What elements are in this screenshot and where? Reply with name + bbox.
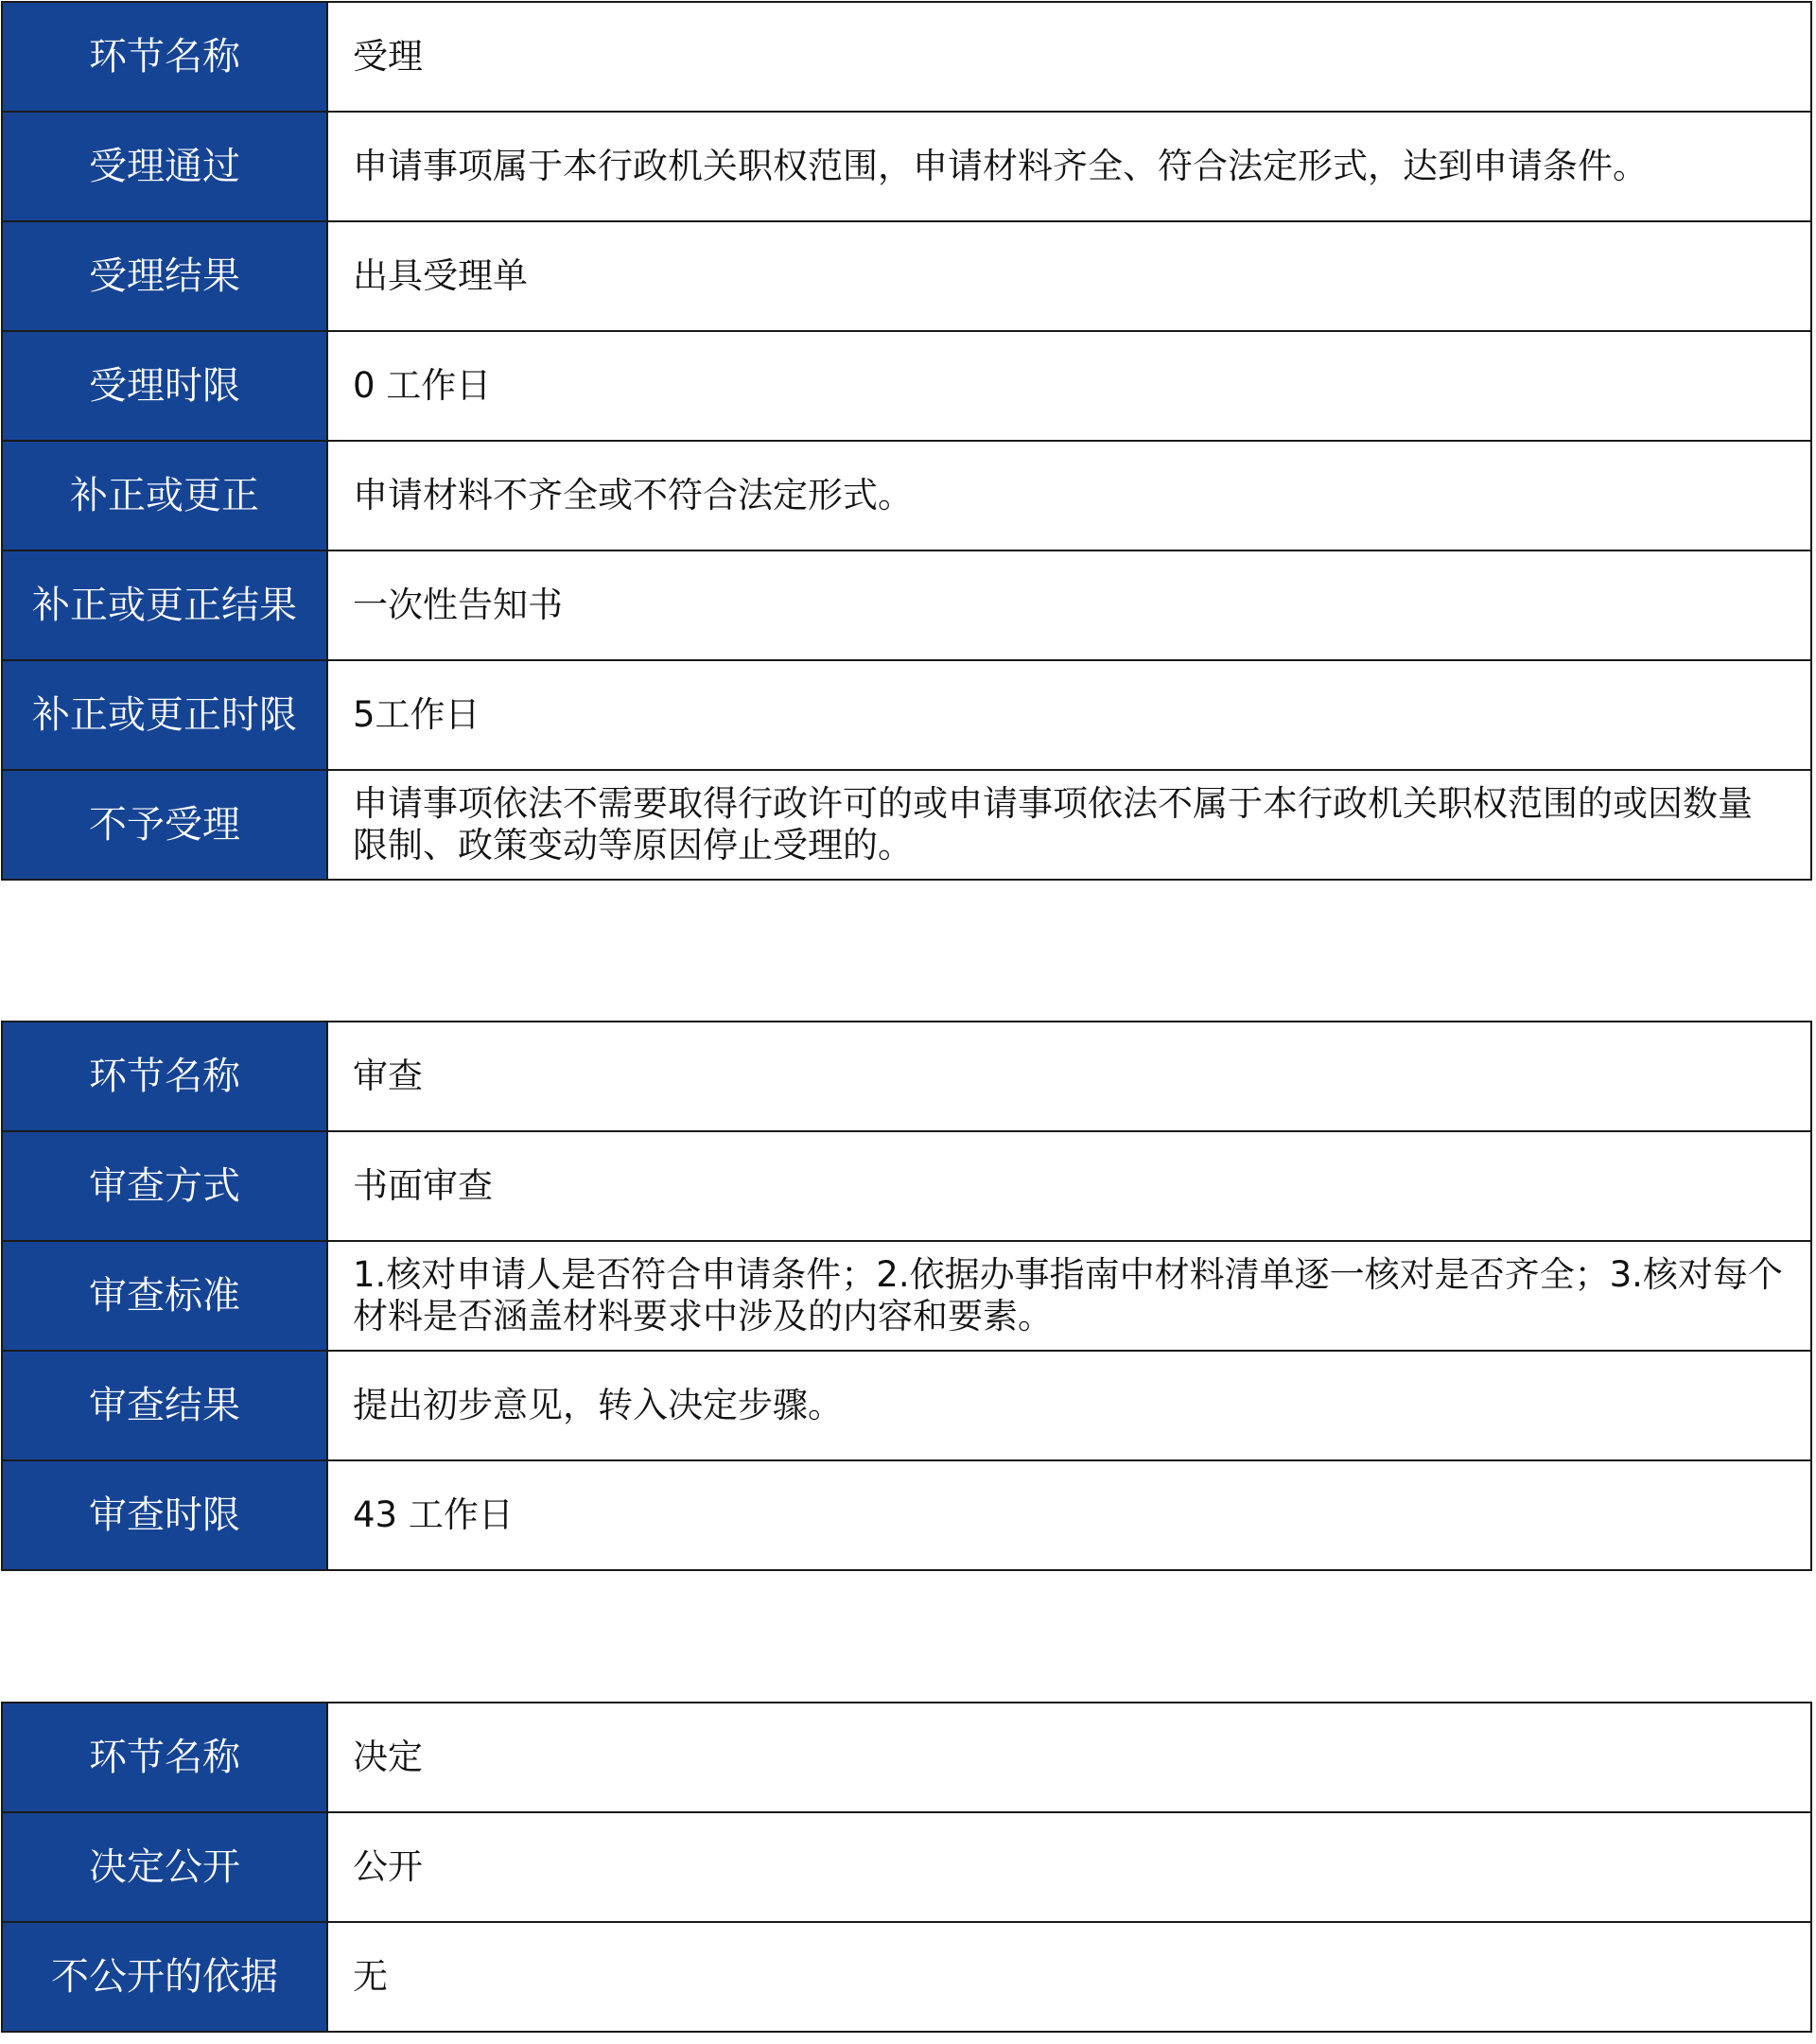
table-row: [2, 1131, 1811, 1241]
row-label: 审查方式: [2, 1131, 327, 1241]
row-label: 环节名称: [2, 2, 327, 112]
row-label: 环节名称: [2, 1022, 327, 1131]
table-row: [2, 660, 1811, 770]
row-value: 申请事项属于本行政机关职权范围，申请材料齐全、符合法定形式，达到申请条件。: [327, 112, 1811, 221]
row-value: 43 工作日: [327, 1460, 1811, 1570]
acceptance-stage-table: [1, 1, 1812, 881]
row-value: 一次性告知书: [327, 550, 1811, 660]
table-row: [2, 1241, 1811, 1351]
table-row: [2, 331, 1811, 441]
row-value: 受理: [327, 2, 1811, 112]
row-value: 无: [327, 1922, 1811, 2032]
table-row: [2, 1703, 1811, 1812]
row-value: 5工作日: [327, 660, 1811, 770]
table-row: [2, 221, 1811, 331]
table-row: [2, 1351, 1811, 1460]
row-value: 公开: [327, 1812, 1811, 1922]
row-label: 不公开的依据: [2, 1922, 327, 2032]
review-stage-table: [1, 1021, 1812, 1571]
table-row: [2, 441, 1811, 550]
row-value: 提出初步意见，转入决定步骤。: [327, 1351, 1811, 1460]
row-value: 0 工作日: [327, 331, 1811, 441]
row-label: 决定公开: [2, 1812, 327, 1922]
row-label: 审查时限: [2, 1460, 327, 1570]
table-row: [2, 2, 1811, 112]
table-row: [2, 550, 1811, 660]
table-row: [2, 1922, 1811, 2032]
row-value: 书面审查: [327, 1131, 1811, 1241]
row-value: 1.核对申请人是否符合申请条件；2.依据办事指南中材料清单逐一核对是否齐全；3.核对每个材料是否涵盖材料要求中涉及的内容和要素。: [327, 1241, 1811, 1351]
row-label: 审查标准: [2, 1241, 327, 1351]
row-value: 申请事项依法不需要取得行政许可的或申请事项依法不属于本行政机关职权范围的或因数量限制、政策变动等原因停止受理的。: [327, 770, 1811, 880]
table-row: [2, 1022, 1811, 1131]
row-label: 受理通过: [2, 112, 327, 221]
row-label: 补正或更正时限: [2, 660, 327, 770]
decision-stage-table: [1, 1702, 1812, 2033]
row-value: 申请材料不齐全或不符合法定形式。: [327, 441, 1811, 550]
row-label: 不予受理: [2, 770, 327, 880]
row-label: 审查结果: [2, 1351, 327, 1460]
row-value: 出具受理单: [327, 221, 1811, 331]
table-row: [2, 1460, 1811, 1570]
table-row: [2, 112, 1811, 221]
row-value: 审查: [327, 1022, 1811, 1131]
table-row: [2, 770, 1811, 880]
row-label: 环节名称: [2, 1703, 327, 1812]
row-value: 决定: [327, 1703, 1811, 1812]
row-label: 受理时限: [2, 331, 327, 441]
row-label: 补正或更正: [2, 441, 327, 550]
table-row: [2, 1812, 1811, 1922]
row-label: 补正或更正结果: [2, 550, 327, 660]
row-label: 受理结果: [2, 221, 327, 331]
